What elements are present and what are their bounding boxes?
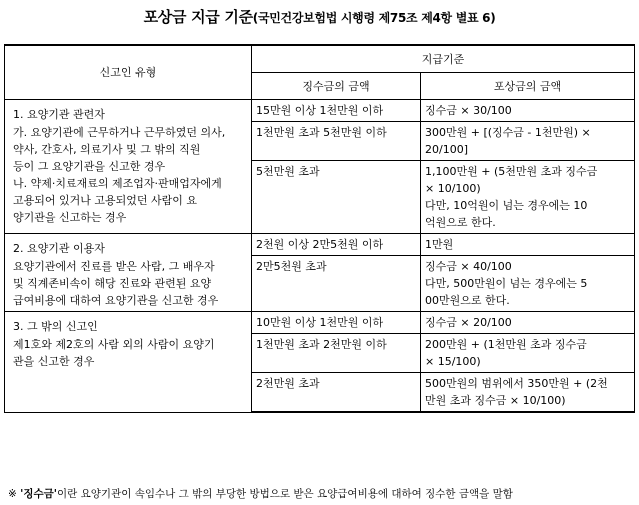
collected-amount-cell: 5천만원 초과 [252, 161, 421, 234]
reward-amount-line: 징수금 × 20/100 [425, 316, 512, 329]
page-title [0, 6, 639, 27]
header-reporter-type: 신고인 유형 [5, 45, 252, 100]
reward-amount-cell [421, 234, 635, 256]
reward-amount-cell [421, 161, 635, 234]
reward-amount-line: 00만원으로 한다. [425, 294, 510, 307]
reporter-type-title: 2. 요양기관 이용자 [13, 242, 105, 255]
reward-amount-cell [421, 100, 635, 122]
table-row [5, 234, 635, 256]
table-body [5, 100, 635, 413]
reward-amount-line: 500만원의 범위에서 350만원 + (2천 [425, 377, 608, 390]
reward-amount-line: 다만, 500만원이 넘는 경우에는 5 [425, 277, 588, 290]
reporter-type-title: 3. 그 밖의 신고인 [13, 320, 98, 333]
reporter-type-title: 1. 요양기관 관련자 [13, 108, 105, 121]
title-main: 포상금 지급 기준 [143, 8, 253, 26]
footnote-text: 이란 요양기관이 속임수나 그 밖의 부당한 방법으로 받은 요양급여비용에 대하여 징수한 금액을 말함 [57, 488, 513, 500]
reporter-type-cell [5, 100, 252, 234]
reporter-type-cell [5, 234, 252, 312]
reward-amount-line: 1만원 [425, 238, 454, 251]
reward-amount-line: 만원 초과 징수금 × 10/100) [425, 394, 566, 407]
reward-criteria-table [4, 44, 635, 413]
reporter-type-desc-line: 가. 요양기관에 근무하거나 근무하였던 의사, [13, 126, 226, 139]
reward-amount-cell [421, 373, 635, 413]
reward-amount-line: 징수금 × 40/100 [425, 260, 512, 273]
header-payment-criteria: 지급기준 [252, 45, 635, 73]
reporter-type-cell [5, 312, 252, 413]
collected-amount-cell: 2천원 이상 2만5천원 이하 [252, 234, 421, 256]
collected-amount-cell: 1천만원 초과 2천만원 이하 [252, 334, 421, 373]
reporter-type-desc-line: 및 직계존비속이 해당 진료와 관련된 요양 [13, 277, 212, 290]
collected-amount-cell: 15만원 이상 1천만원 이하 [252, 100, 421, 122]
reward-amount-line: 억원으로 한다. [425, 216, 496, 229]
reporter-type-desc-line: 나. 약제·치료재료의 제조업자·판매업자에게 [13, 177, 222, 190]
reporter-type-desc-line: 제1호와 제2호의 사람 외의 사람이 요양기 [13, 338, 215, 351]
reward-amount-line: 20/100] [425, 143, 468, 156]
collected-amount-cell: 2천만원 초과 [252, 373, 421, 413]
footnote-mark: ※ [8, 488, 17, 500]
reward-amount-cell [421, 256, 635, 312]
collected-amount-cell: 10만원 이상 1천만원 이하 [252, 312, 421, 334]
reporter-type-desc-line: 관을 신고한 경우 [13, 355, 95, 368]
table-row [5, 312, 635, 334]
title-sub: (국민건강보험법 시행령 제75조 제4항 별표 6) [252, 11, 496, 25]
reward-amount-line: 300만원 + [(징수금 - 1천만원) × [425, 126, 591, 139]
reward-amount-line: 1,100만원 + (5천만원 초과 징수금 [425, 165, 598, 178]
reporter-type-desc-line: 등이 그 요양기관을 신고한 경우 [13, 160, 166, 173]
reporter-type-desc-line: 약사, 간호사, 의료기사 및 그 밖의 직원 [13, 143, 201, 156]
reporter-type-desc-line: 요양기관에서 진료를 받은 사람, 그 배우자 [13, 260, 215, 273]
table-row [5, 100, 635, 122]
footnote [8, 486, 513, 501]
reward-amount-cell [421, 122, 635, 161]
collected-amount-cell: 2만5천원 초과 [252, 256, 421, 312]
reward-amount-line: × 10/100) [425, 182, 481, 195]
header-reward-amount: 포상금의 금액 [421, 73, 635, 100]
reporter-type-desc-line: 고용되어 있거나 고용되었던 사람이 요 [13, 194, 198, 207]
reward-amount-line: 다만, 10억원이 넘는 경우에는 10 [425, 199, 588, 212]
reward-amount-line: 징수금 × 30/100 [425, 104, 512, 117]
reward-amount-cell [421, 312, 635, 334]
reporter-type-desc-line: 급여비용에 대하여 요양기관을 신고한 경우 [13, 294, 219, 307]
footnote-term: '징수금' [20, 488, 58, 500]
reward-amount-line: × 15/100) [425, 355, 481, 368]
collected-amount-cell: 1천만원 초과 5천만원 이하 [252, 122, 421, 161]
reward-amount-line: 200만원 + (1천만원 초과 징수금 [425, 338, 587, 351]
reward-amount-cell [421, 334, 635, 373]
header-collected-amount: 징수금의 금액 [252, 73, 421, 100]
reporter-type-desc-line: 양기관을 신고하는 경우 [13, 211, 127, 224]
